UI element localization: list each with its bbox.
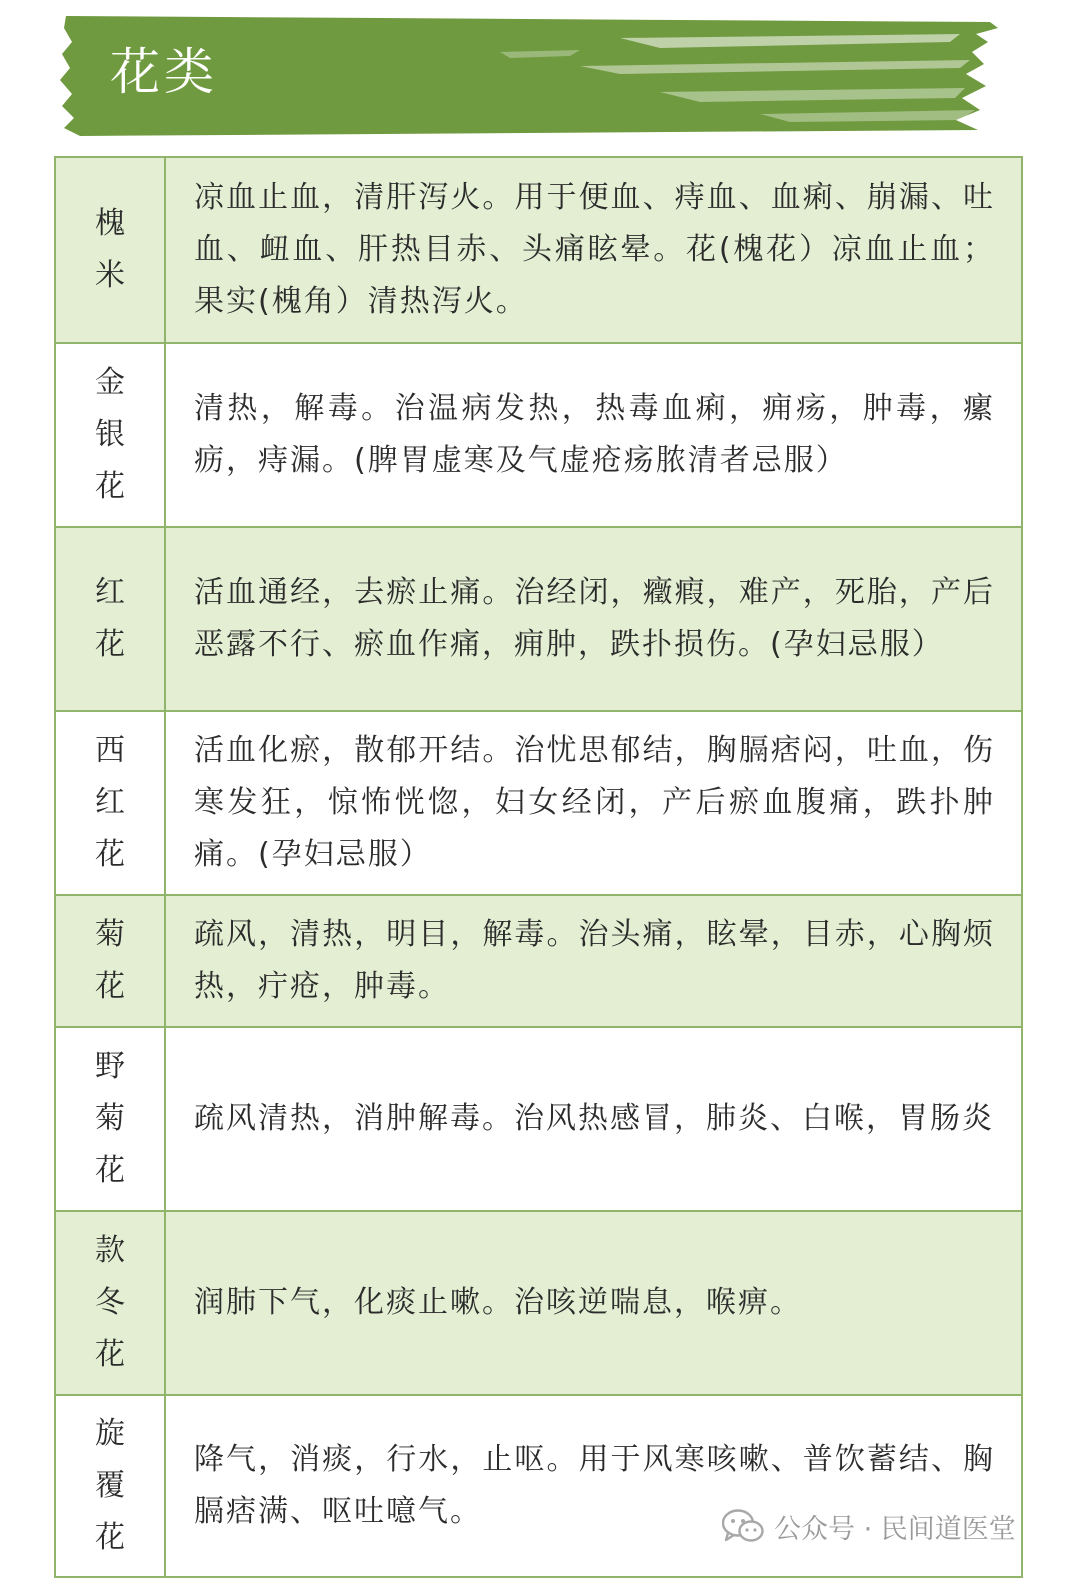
table-row [55,1027,1022,1211]
herb-name: 菊花 [95,917,125,1004]
herb-desc-cell [165,343,1022,527]
wechat-icon [722,1508,764,1544]
herb-name-cell [55,527,165,711]
herb-name: 款冬花 [95,1233,125,1372]
herb-desc-cell [165,1027,1022,1211]
table-row [55,1395,1022,1577]
herb-desc-cell [165,527,1022,711]
herb-description: 降气，消痰，行水，止呕。用于风寒咳嗽、普饮蓄结、胸膈痞满、呕吐噫气。 [194,1442,995,1529]
section-banner [60,8,1000,138]
section-title: 花类 [110,43,218,101]
herb-description: 疏风，清热，明目，解毒。治头痛，眩晕，目赤，心胸烦热，疔疮，肿毒。 [194,917,995,1004]
table-row [55,1211,1022,1395]
herb-name-cell [55,1027,165,1211]
herb-description: 疏风清热，消肿解毒。治风热感冒，肺炎、白喉，胃肠炎 [194,1101,994,1136]
herb-description: 凉血止血，清肝泻火。用于便血、痔血、血痢、崩漏、吐血、衄血、肝热目赤、头痛眩晕。花(槐花）凉血止血；果实(槐角）清热泻火。 [194,180,995,319]
herb-description: 润肺下气，化痰止嗽。治咳逆喘息，喉痹。 [194,1285,802,1320]
herb-desc-cell [165,711,1022,895]
herb-name-cell [55,343,165,527]
herb-desc-cell [165,1211,1022,1395]
table-row [55,895,1022,1027]
herb-name-cell [55,1395,165,1577]
herb-name-cell [55,895,165,1027]
watermark [722,1504,1016,1548]
herb-name: 旋覆花 [95,1416,125,1555]
herb-name: 槐米 [95,206,125,293]
herb-desc-cell [165,157,1022,343]
table-row [55,711,1022,895]
table-row [55,157,1022,343]
herb-name: 西红花 [95,733,125,872]
herb-description: 活血通经，去瘀止痛。治经闭，癥瘕，难产，死胎，产后恶露不行、瘀血作痛，痈肿，跌扑损伤。(孕妇忌服） [194,575,995,662]
herb-name: 红花 [95,575,125,662]
herb-desc-cell [165,895,1022,1027]
herb-name-cell [55,1211,165,1395]
watermark-text: 公众号 · 民间道医堂 [774,1513,1016,1545]
herb-name: 野菊花 [95,1049,125,1188]
herb-name-cell [55,711,165,895]
herb-description: 活血化瘀，散郁开结。治忧思郁结，胸膈痞闷，吐血，伤寒发狂，惊怖恍惚，妇女经闭，产后瘀血腹痛，跌扑肿痛。(孕妇忌服） [194,733,995,872]
herb-table [54,156,1023,1578]
herb-desc-cell [165,1395,1022,1577]
herb-description: 清热，解毒。治温病发热，热毒血痢，痈疡，肿毒，瘰疬，痔漏。(脾胃虚寒及气虚疮疡脓清者忌服） [194,391,995,478]
table-row [55,343,1022,527]
herb-name: 金银花 [95,365,125,504]
herb-name-cell [55,157,165,343]
table-row [55,527,1022,711]
